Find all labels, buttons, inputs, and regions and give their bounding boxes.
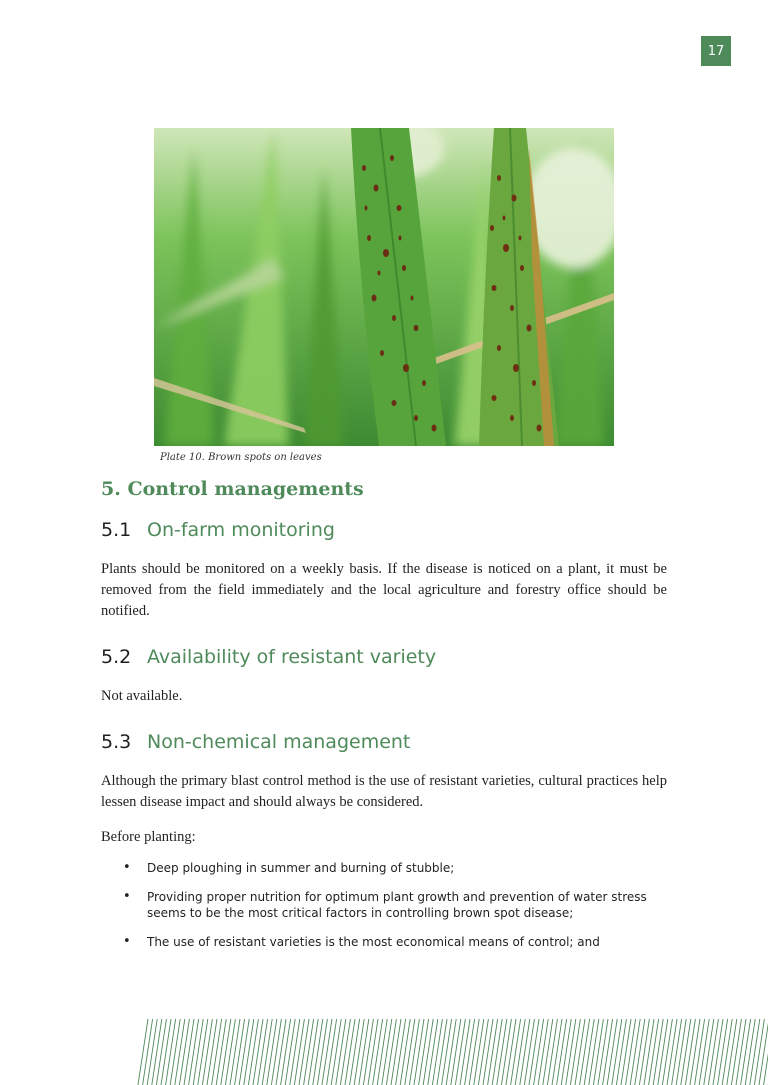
hatch-line [699, 1019, 709, 1085]
hatch-line [179, 1019, 189, 1085]
hatch-line [644, 1019, 654, 1085]
hatch-line [589, 1019, 599, 1085]
hatch-line [547, 1019, 557, 1085]
hatch-line [299, 1019, 309, 1085]
hatch-line [161, 1019, 171, 1085]
hatch-line [538, 1019, 548, 1085]
list-item-text: Deep ploughing in summer and burning of stubble; [147, 861, 455, 875]
figure-photo [154, 128, 614, 446]
hatch-line [198, 1019, 208, 1085]
hatch-line [225, 1019, 235, 1085]
hatch-line [446, 1019, 456, 1085]
hatch-line [317, 1019, 327, 1085]
decorative-hatch-footer [0, 1015, 768, 1085]
list-item [101, 889, 667, 921]
hatch-line [557, 1019, 567, 1085]
hatch-line [419, 1019, 429, 1085]
list-item [101, 860, 667, 876]
hatch-line [685, 1019, 695, 1085]
subsection-number: 5.1 [101, 519, 132, 541]
hatch-line [690, 1019, 700, 1085]
hatch-line [373, 1019, 383, 1085]
hatch-line [741, 1019, 751, 1085]
hatch-line [354, 1019, 364, 1085]
hatch-line [239, 1019, 249, 1085]
hatch-line [718, 1019, 728, 1085]
hatch-line [534, 1019, 544, 1085]
hatch-line [529, 1019, 539, 1085]
subsection-title: Availability of resistant variety [147, 646, 437, 668]
hatch-line [143, 1019, 153, 1085]
hatch-line [359, 1019, 369, 1085]
hatch-line [258, 1019, 268, 1085]
hatch-line [630, 1019, 640, 1085]
hatch-line [281, 1019, 291, 1085]
hatch-line [575, 1019, 585, 1085]
hatch-line [478, 1019, 488, 1085]
hatch-line [276, 1019, 286, 1085]
hatch-line [423, 1019, 433, 1085]
hatch-line [363, 1019, 373, 1085]
hatch-line [603, 1019, 613, 1085]
hatch-line [612, 1019, 622, 1085]
section-title: 5. Control managements [101, 478, 364, 500]
hatch-line [552, 1019, 562, 1085]
hatch-line [593, 1019, 603, 1085]
hatch-line [377, 1019, 387, 1085]
hatch-line [432, 1019, 442, 1085]
paragraph: Plants should be monitored on a weekly basis. If the disease is noticed on a plant, it must be removed from the field immediately and the local agriculture and forestry office should be notified. [101, 561, 667, 619]
hatch-line [152, 1019, 162, 1085]
hatch-line [667, 1019, 677, 1085]
hatch-line [561, 1019, 571, 1085]
hatch-line [396, 1019, 406, 1085]
hatch-line [193, 1019, 203, 1085]
hatch-line [754, 1019, 764, 1085]
bullet-icon: • [123, 889, 131, 904]
page-number: 17 [701, 36, 731, 66]
hatch-line [616, 1019, 626, 1085]
hatch-line [524, 1019, 534, 1085]
hatch-line [294, 1019, 304, 1085]
hatch-line [501, 1019, 511, 1085]
hatch-line [414, 1019, 424, 1085]
paragraph: Before planting: [101, 829, 196, 845]
hatch-line [543, 1019, 553, 1085]
hatch-line [506, 1019, 516, 1085]
hatch-line [469, 1019, 479, 1085]
bullet-list [101, 860, 667, 963]
hatch-line [621, 1019, 631, 1085]
hatch-line [386, 1019, 396, 1085]
hatch-line [442, 1019, 452, 1085]
hatch-line [235, 1019, 245, 1085]
hatch-line [704, 1019, 714, 1085]
hatch-line [285, 1019, 295, 1085]
hatch-line [713, 1019, 723, 1085]
hatch-line [437, 1019, 447, 1085]
hatch-line [465, 1019, 475, 1085]
hatch-line [584, 1019, 594, 1085]
hatch-line [189, 1019, 199, 1085]
hatch-line [262, 1019, 272, 1085]
hatch-line [492, 1019, 502, 1085]
list-item-text: The use of resistant varieties is the most economical means of control; and [147, 935, 600, 949]
bullet-icon: • [123, 860, 131, 875]
hatch-line [607, 1019, 617, 1085]
hatch-line [340, 1019, 350, 1085]
subsection-number: 5.2 [101, 646, 132, 668]
hatch-line [460, 1019, 470, 1085]
hatch-line [759, 1019, 768, 1085]
hatch-line [745, 1019, 755, 1085]
hatch-line [511, 1019, 521, 1085]
hatch-line [736, 1019, 746, 1085]
rice-leaves-image [154, 128, 614, 446]
hatch-line [221, 1019, 231, 1085]
hatch-line [695, 1019, 705, 1085]
hatch-line [722, 1019, 732, 1085]
bullet-icon: • [123, 934, 131, 949]
hatch-line [382, 1019, 392, 1085]
hatch-line [322, 1019, 332, 1085]
subsection-heading-5-3 [101, 731, 410, 753]
hatch-line [488, 1019, 498, 1085]
hatch-line [515, 1019, 525, 1085]
hatch-line [649, 1019, 659, 1085]
hatch-line [455, 1019, 465, 1085]
hatch-line [409, 1019, 419, 1085]
hatch-line [400, 1019, 410, 1085]
hatch-line [653, 1019, 663, 1085]
hatch-line [184, 1019, 194, 1085]
list-item [101, 934, 667, 950]
hatch-line [138, 1019, 148, 1085]
hatch-line [313, 1019, 323, 1085]
hatch-line [331, 1019, 341, 1085]
hatch-line [207, 1019, 217, 1085]
hatch-line [676, 1019, 686, 1085]
hatch-line [230, 1019, 240, 1085]
hatch-line [336, 1019, 346, 1085]
hatch-line [253, 1019, 263, 1085]
hatch-line [304, 1019, 314, 1085]
hatch-line [662, 1019, 672, 1085]
hatch-line [216, 1019, 226, 1085]
hatch-line [175, 1019, 185, 1085]
hatch-line [580, 1019, 590, 1085]
hatch-line [170, 1019, 180, 1085]
hatch-line [290, 1019, 300, 1085]
hatch-line [405, 1019, 415, 1085]
hatch-line [350, 1019, 360, 1085]
hatch-line [271, 1019, 281, 1085]
hatch-line [708, 1019, 718, 1085]
hatch-line [244, 1019, 254, 1085]
subsection-title: On-farm monitoring [147, 519, 335, 541]
hatch-line [727, 1019, 737, 1085]
hatch-line [672, 1019, 682, 1085]
hatch-line [368, 1019, 378, 1085]
hatch-line [451, 1019, 461, 1085]
subsection-heading-5-1 [101, 519, 335, 541]
hatch-line [166, 1019, 176, 1085]
subsection-number: 5.3 [101, 731, 132, 753]
hatch-line [750, 1019, 760, 1085]
hatch-line [212, 1019, 222, 1085]
hatch-line [248, 1019, 258, 1085]
hatch-line [566, 1019, 576, 1085]
hatch-line [635, 1019, 645, 1085]
hatch-line [327, 1019, 337, 1085]
list-item-text: Providing proper nutrition for optimum plant growth and prevention of water stress seems to be the most critical factors in controlling brown spot disease; [147, 890, 647, 920]
hatch-line [570, 1019, 580, 1085]
paragraph: Not available. [101, 688, 183, 704]
hatch-line [156, 1019, 166, 1085]
subsection-title: Non-chemical management [147, 731, 411, 753]
hatch-line [497, 1019, 507, 1085]
hatch-line [345, 1019, 355, 1085]
hatch-line [308, 1019, 318, 1085]
hatch-line [267, 1019, 277, 1085]
hatch-line [639, 1019, 649, 1085]
hatch-line [626, 1019, 636, 1085]
hatch-line [731, 1019, 741, 1085]
hatch-line [147, 1019, 157, 1085]
hatch-line [658, 1019, 668, 1085]
hatch-line [428, 1019, 438, 1085]
hatch-line [520, 1019, 530, 1085]
hatch-line [598, 1019, 608, 1085]
hatch-line [681, 1019, 691, 1085]
hatch-line [202, 1019, 212, 1085]
figure-caption: Plate 10. Brown spots on leaves [160, 452, 322, 463]
hatch-line [474, 1019, 484, 1085]
subsection-heading-5-2 [101, 646, 436, 668]
hatch-line [483, 1019, 493, 1085]
paragraph: Although the primary blast control method is the use of resistant varieties, cultural practices help lessen disease impact and should always be considered. [101, 773, 667, 810]
hatch-line [391, 1019, 401, 1085]
